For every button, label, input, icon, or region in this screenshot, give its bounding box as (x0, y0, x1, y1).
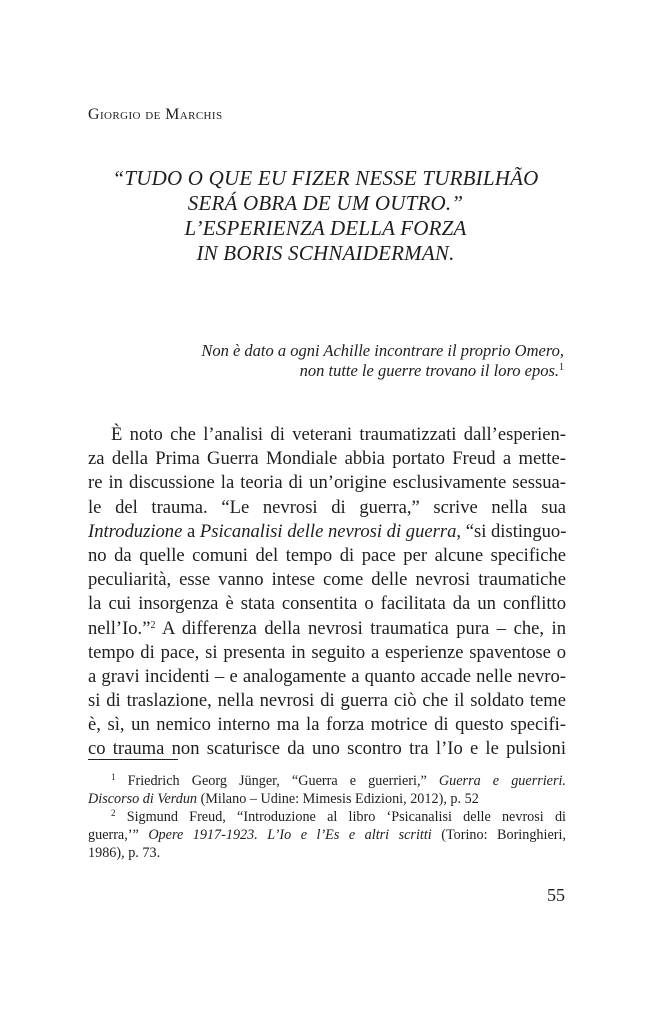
footnote-text: (Torino: Boringhieri, (431, 827, 566, 843)
body-text-span: nell’Io.” (88, 617, 151, 639)
footnotes (88, 772, 566, 862)
footnote-reference-1[interactable]: 1 (559, 362, 564, 373)
epigraph (144, 341, 564, 381)
page-number: 55 (547, 885, 565, 905)
footnote-text: Friedrich Georg Jünger, “Guerra e guerrieri,” (115, 773, 439, 789)
footnote-2-line-3: 1986), p. 73. (88, 845, 161, 861)
body-line: si di traslazione, nella nevrosi di guerra ciò che il soldato teme (88, 690, 566, 712)
footnote-2-line-1 (88, 808, 566, 826)
body-text-span: A differenza della nevrosi traumatica pura – che, in (155, 617, 566, 639)
footnote-text: guerra,’” (88, 827, 149, 843)
footnote-number: 1 (111, 772, 116, 782)
body-line (88, 520, 566, 544)
footnote-reference-2[interactable]: 2 (150, 619, 156, 631)
footnote-1-line-2 (88, 790, 566, 808)
body-line: È noto che l’analisi di veterani traumatizzati dall’esperien- (111, 424, 566, 445)
book-title-italic: Introduzione (88, 520, 183, 542)
footnote-text: (Milano – Udine: Mimesis Edizioni, 2012), p. 52 (197, 791, 479, 807)
epigraph-line-2 (144, 361, 564, 381)
body-line: tempo di pace, si presenta in seguito a esperienze spaventose o (88, 641, 566, 663)
body-line: peculiarità, esse vanno intese come delle nevrosi traumatiche (88, 569, 566, 591)
body-line: co trauma non scaturisce da uno scontro tra l’Io e le pulsioni (88, 738, 566, 760)
footnote-italic: Opere 1917-1923. L’Io e l’Es e altri scritti (148, 827, 432, 843)
footnote-italic: Guerra e guerrieri. (438, 773, 566, 789)
body-line: la cui insorgenza è stata consentita o facilitata da un conflitto (88, 593, 566, 615)
running-head-author: Giorgio de Marchis (88, 106, 223, 123)
title-line-3: L’ESPERIENZA DELLA FORZA (184, 216, 467, 240)
body-line: re in discussione la teoria di un’origine esclusivamente sessua- (88, 472, 566, 494)
footnote-2-line-2 (88, 826, 566, 844)
title-line-4: IN BORIS SCHNAIDERMAN. (196, 241, 455, 265)
footnote-text: Sigmund Freud, “Introduzione al libro ‘Psicanalisi delle nevrosi di (115, 809, 566, 825)
body-text-span: a (182, 520, 200, 542)
body-line: a gravi incidenti – e analogamente a quanto accade nelle nevro- (88, 665, 566, 687)
body-line: le del trauma. “Le nevrosi di guerra,” scrive nella sua (88, 496, 566, 518)
chapter-title (88, 166, 563, 266)
footnote-number: 2 (111, 808, 116, 818)
body-paragraph (88, 423, 566, 762)
title-line-1: “TUDO O QUE EU FIZER NESSE TURBILHÃO (112, 166, 539, 190)
body-text-span: , “si distinguo- (456, 520, 567, 542)
body-line: no da quelle comuni del tempo di pace per alcune specifiche (88, 544, 566, 566)
book-title-italic: Psicanalisi delle nevrosi di guerra (199, 520, 457, 542)
title-line-2: SERÁ OBRA DE UM OUTRO.” (187, 191, 464, 215)
footnote-1-line-1 (88, 772, 566, 790)
body-line: za della Prima Guerra Mondiale abbia portato Freud a mette- (88, 448, 566, 470)
body-line: è, sì, un nemico interno ma la forza motrice di questo specifi- (88, 714, 566, 736)
epigraph-line-1: Non è dato a ogni Achille incontrare il proprio Omero, (201, 341, 564, 360)
footnote-italic: Discorso di Verdun (88, 791, 198, 807)
footnote-divider (88, 759, 178, 760)
body-line (88, 617, 566, 641)
epigraph-line-2-text: non tutte le guerre trovano il loro epos. (299, 361, 559, 380)
